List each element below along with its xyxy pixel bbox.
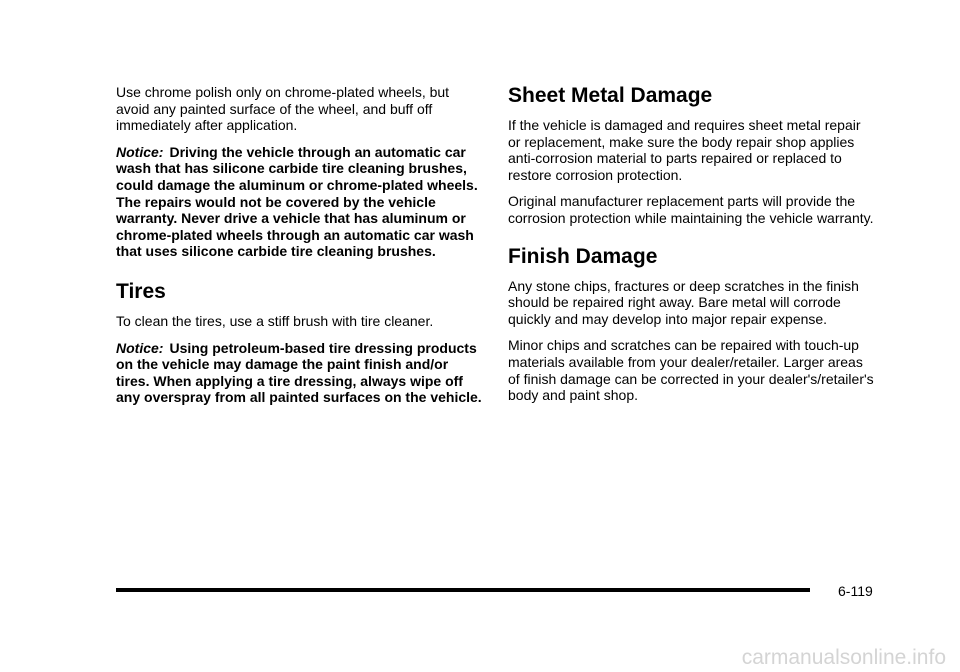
finish-damage-paragraph-2: Minor chips and scratches can be repaired with touch-up materials available from your dealer/retailer. Larger areas of finish damage can be corrected in your dealer's/retailer's body and paint shop. (508, 337, 874, 404)
notice-text: Driving the vehicle through an automatic car wash that has silicone carbide tire cleaning brushes, could damage the aluminum or chrome-plated wheels. The repairs would not be covered by the vehicle warranty. Never drive a vehicle that has aluminum or chrome-plated wheels through an automatic car wash that uses silicone carbide tire cleaning brushes. (116, 143, 478, 260)
finish-damage-paragraph-1: Any stone chips, fractures or deep scratches in the finish should be repaired right away. Bare metal will corrode quickly and may develop into major repair expense. (508, 277, 859, 327)
watermark: carmanualsonline.info (741, 646, 946, 669)
sheet-metal-heading: Sheet Metal Damage (508, 84, 713, 107)
notice-text: Using petroleum-based tire dressing products on the vehicle may damage the paint finish and/or tires. When applying a tire dressing, always wipe off any overspray from all painted surfaces on the vehicle. (116, 339, 482, 406)
sheet-metal-paragraph-1: If the vehicle is damaged and requires sheet metal repair or replacement, make sure the body repair shop applies anti-corrosion material to parts repaired or replaced to restore corrosion protection. (508, 117, 861, 183)
footer-rule (116, 588, 810, 592)
car-wash-notice (116, 144, 484, 260)
chrome-polish-paragraph: Use chrome polish only on chrome-plated wheels, but avoid any painted surface of the wheel, and buff off immediately after application. (116, 84, 450, 134)
tire-dressing-notice (116, 340, 484, 406)
notice-label: Notice: (116, 143, 164, 160)
right-column (508, 84, 876, 414)
tires-heading: Tires (116, 279, 166, 303)
tires-paragraph: To clean the tires, use a stiff brush with tire cleaner. (116, 312, 434, 329)
left-column (116, 84, 484, 416)
finish-damage-heading: Finish Damage (508, 244, 658, 268)
notice-label: Notice: (116, 339, 164, 356)
page-number: 6-119 (838, 583, 873, 599)
sheet-metal-paragraph-2: Original manufacturer replacement parts will provide the corrosion protection while maintaining the vehicle warranty. (508, 193, 874, 226)
